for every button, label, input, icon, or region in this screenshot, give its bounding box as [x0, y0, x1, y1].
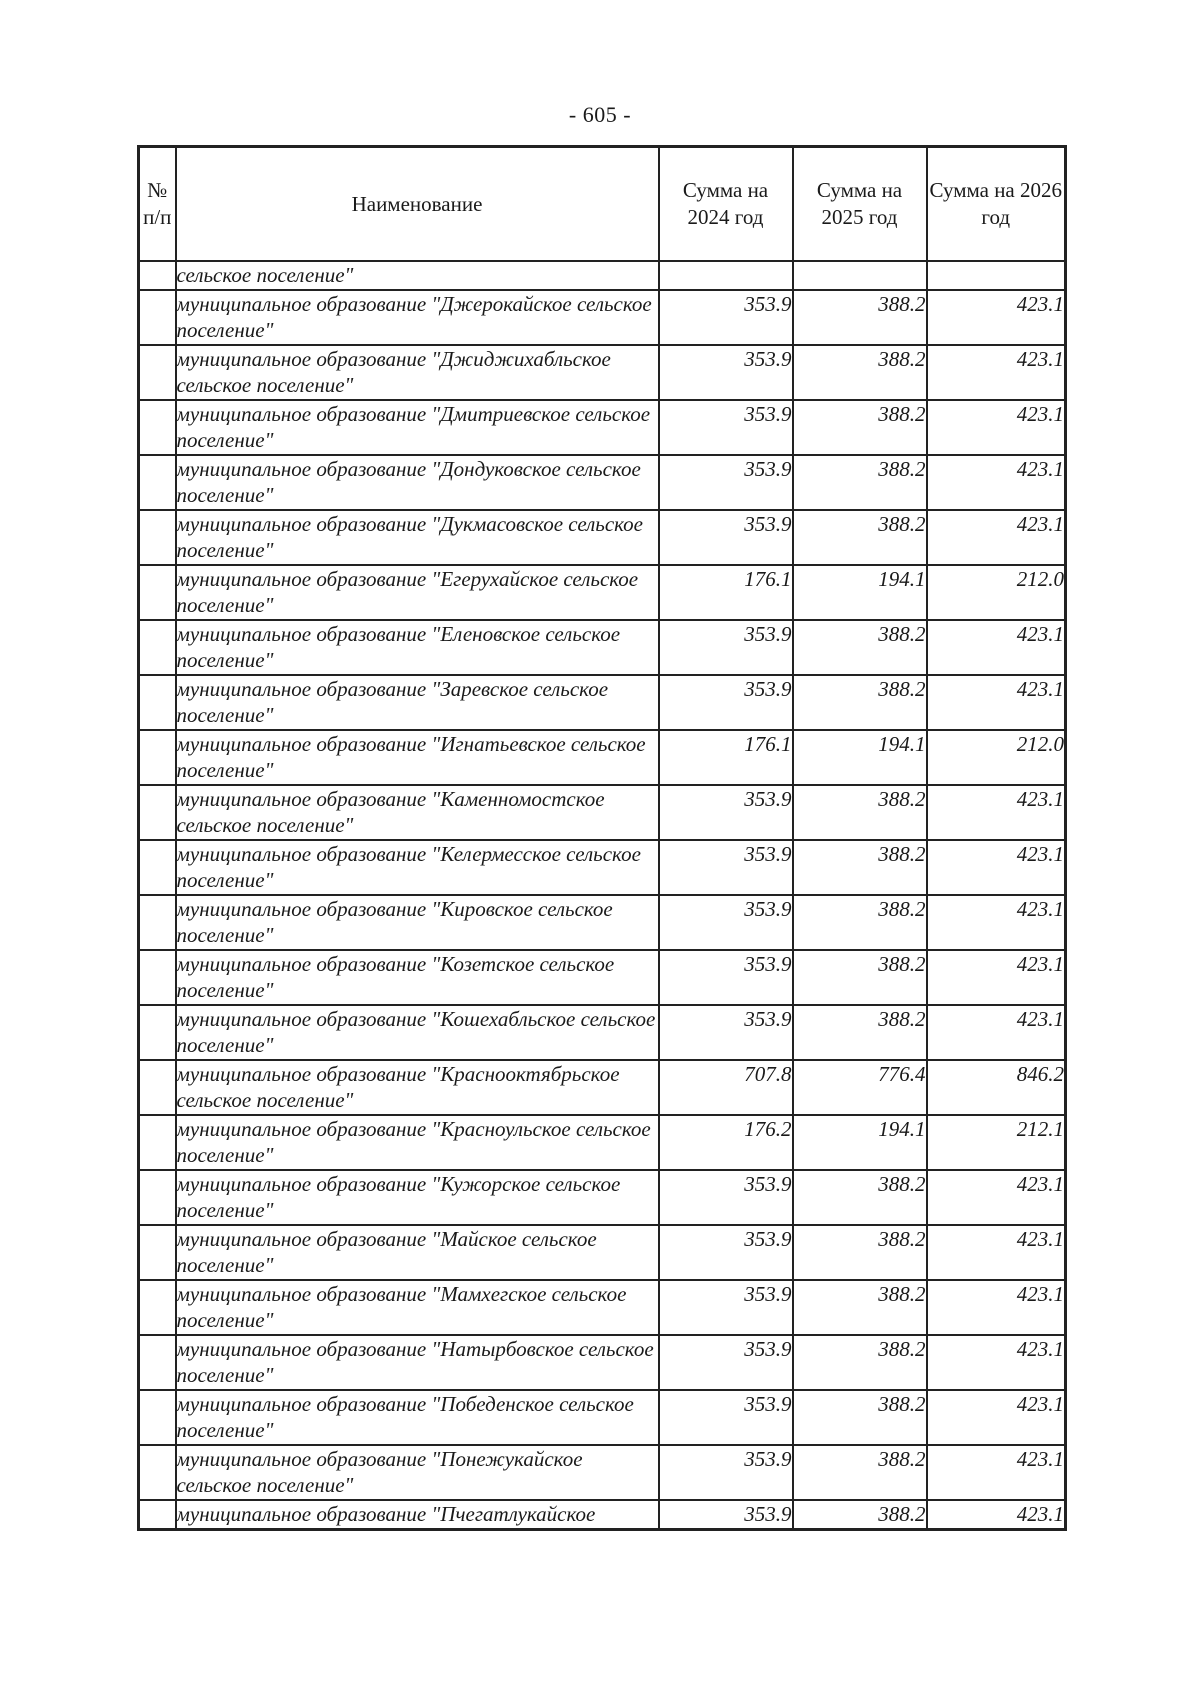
row-sum-2026-cell: 212.1 [927, 1115, 1066, 1170]
row-sum-2025-cell: 388.2 [793, 785, 927, 840]
row-sum-2025-cell: 388.2 [793, 840, 927, 895]
row-index-cell [139, 1445, 176, 1500]
row-sum-2024-cell: 353.9 [659, 1445, 793, 1500]
row-sum-2024-cell: 353.9 [659, 620, 793, 675]
row-name-cell: муниципальное образование "Пчегатлукайское [176, 1500, 659, 1530]
table-row [139, 840, 1066, 895]
row-sum-2026-cell: 423.1 [927, 345, 1066, 400]
row-name-cell: муниципальное образование "Келермесское сельское поселение" [176, 840, 659, 895]
row-sum-2024-cell: 353.9 [659, 510, 793, 565]
table-row [139, 1335, 1066, 1390]
row-name-cell: муниципальное образование "Егерухайское сельское поселение" [176, 565, 659, 620]
table-row [139, 510, 1066, 565]
table-row-continuation [139, 261, 1066, 290]
row-sum-2026-cell: 212.0 [927, 730, 1066, 785]
row-sum-2024-cell: 353.9 [659, 1390, 793, 1445]
row-sum-2025-cell [793, 261, 927, 290]
row-sum-2025-cell: 388.2 [793, 1170, 927, 1225]
header-sum-2025: Сумма на 2025 год [793, 147, 927, 262]
row-sum-2026-cell: 423.1 [927, 675, 1066, 730]
row-sum-2024-cell: 353.9 [659, 1005, 793, 1060]
row-sum-2025-cell: 388.2 [793, 290, 927, 345]
table-row [139, 1500, 1066, 1530]
row-sum-2024-cell [659, 261, 793, 290]
row-sum-2024-cell: 176.1 [659, 730, 793, 785]
table-row [139, 455, 1066, 510]
table-header [139, 147, 1066, 262]
table-row [139, 1445, 1066, 1500]
row-sum-2025-cell: 388.2 [793, 675, 927, 730]
header-number: № п/п [139, 147, 176, 262]
row-sum-2025-cell: 388.2 [793, 400, 927, 455]
row-sum-2025-cell: 388.2 [793, 1225, 927, 1280]
row-index-cell [139, 895, 176, 950]
row-index-cell [139, 840, 176, 895]
row-sum-2024-cell: 353.9 [659, 1170, 793, 1225]
row-sum-2024-cell: 353.9 [659, 840, 793, 895]
table-row [139, 895, 1066, 950]
table-row [139, 565, 1066, 620]
row-index-cell [139, 345, 176, 400]
row-sum-2026-cell: 423.1 [927, 1005, 1066, 1060]
row-sum-2026-cell [927, 261, 1066, 290]
row-index-cell [139, 1060, 176, 1115]
row-sum-2026-cell: 423.1 [927, 1335, 1066, 1390]
row-sum-2024-cell: 707.8 [659, 1060, 793, 1115]
row-sum-2026-cell: 423.1 [927, 785, 1066, 840]
table-row [139, 1060, 1066, 1115]
table-row [139, 785, 1066, 840]
row-name-cell: муниципальное образование "Джиджихабльское сельское поселение" [176, 345, 659, 400]
row-index-cell [139, 1390, 176, 1445]
row-sum-2024-cell: 353.9 [659, 950, 793, 1005]
row-index-cell [139, 1115, 176, 1170]
row-sum-2024-cell: 353.9 [659, 895, 793, 950]
row-sum-2024-cell: 353.9 [659, 1225, 793, 1280]
row-index-cell [139, 290, 176, 345]
row-sum-2025-cell: 388.2 [793, 455, 927, 510]
table-row [139, 345, 1066, 400]
row-sum-2025-cell: 194.1 [793, 565, 927, 620]
row-index-cell [139, 620, 176, 675]
row-name-cell: муниципальное образование "Каменномостское сельское поселение" [176, 785, 659, 840]
row-sum-2024-cell: 353.9 [659, 1280, 793, 1335]
table-row [139, 1115, 1066, 1170]
row-index-cell [139, 785, 176, 840]
row-index-cell [139, 261, 176, 290]
row-sum-2026-cell: 423.1 [927, 1225, 1066, 1280]
table-row [139, 1005, 1066, 1060]
row-name-cell: муниципальное образование "Майское сельское поселение" [176, 1225, 659, 1280]
row-sum-2024-cell: 353.9 [659, 345, 793, 400]
row-sum-2025-cell: 388.2 [793, 895, 927, 950]
row-sum-2025-cell: 776.4 [793, 1060, 927, 1115]
row-sum-2026-cell: 423.1 [927, 950, 1066, 1005]
row-sum-2026-cell: 423.1 [927, 1170, 1066, 1225]
table-row [139, 950, 1066, 1005]
table-row [139, 1170, 1066, 1225]
row-index-cell [139, 1280, 176, 1335]
row-name-cell: муниципальное образование "Дмитриевское сельское поселение" [176, 400, 659, 455]
table-row [139, 400, 1066, 455]
row-name-cell: муниципальное образование "Козетское сельское поселение" [176, 950, 659, 1005]
row-sum-2026-cell: 423.1 [927, 895, 1066, 950]
row-sum-2025-cell: 388.2 [793, 950, 927, 1005]
row-sum-2024-cell: 353.9 [659, 290, 793, 345]
row-name-cell: муниципальное образование "Понежукайское сельское поселение" [176, 1445, 659, 1500]
row-index-cell [139, 400, 176, 455]
table-row [139, 1280, 1066, 1335]
row-name-cell: муниципальное образование "Мамхегское сельское поселение" [176, 1280, 659, 1335]
row-sum-2026-cell: 212.0 [927, 565, 1066, 620]
row-sum-2024-cell: 176.1 [659, 565, 793, 620]
row-name-cell: муниципальное образование "Красноульское сельское поселение" [176, 1115, 659, 1170]
row-sum-2026-cell: 423.1 [927, 1500, 1066, 1530]
row-name-cell: муниципальное образование "Дондуковское сельское поселение" [176, 455, 659, 510]
row-name-cell: муниципальное образование "Кировское сельское поселение" [176, 895, 659, 950]
row-sum-2024-cell: 353.9 [659, 1500, 793, 1530]
row-sum-2026-cell: 846.2 [927, 1060, 1066, 1115]
row-sum-2026-cell: 423.1 [927, 455, 1066, 510]
budget-table [137, 145, 1067, 1531]
row-name-cell: муниципальное образование "Краснооктябрьское сельское поселение" [176, 1060, 659, 1115]
row-index-cell [139, 1005, 176, 1060]
row-name-cell: сельское поселение" [176, 261, 659, 290]
row-sum-2026-cell: 423.1 [927, 1280, 1066, 1335]
table-row [139, 1225, 1066, 1280]
row-name-cell: муниципальное образование "Победенское сельское поселение" [176, 1390, 659, 1445]
row-sum-2025-cell: 194.1 [793, 730, 927, 785]
row-index-cell [139, 1335, 176, 1390]
row-sum-2024-cell: 353.9 [659, 455, 793, 510]
table-row [139, 1390, 1066, 1445]
row-index-cell [139, 730, 176, 785]
row-sum-2025-cell: 388.2 [793, 1500, 927, 1530]
row-sum-2024-cell: 353.9 [659, 675, 793, 730]
row-index-cell [139, 950, 176, 1005]
table-row [139, 620, 1066, 675]
row-index-cell [139, 565, 176, 620]
table-row [139, 675, 1066, 730]
row-name-cell: муниципальное образование "Джерокайское сельское поселение" [176, 290, 659, 345]
row-sum-2026-cell: 423.1 [927, 400, 1066, 455]
row-sum-2026-cell: 423.1 [927, 1445, 1066, 1500]
row-index-cell [139, 510, 176, 565]
row-name-cell: муниципальное образование "Кошехабльское сельское поселение" [176, 1005, 659, 1060]
table-row [139, 290, 1066, 345]
row-index-cell [139, 675, 176, 730]
row-sum-2025-cell: 388.2 [793, 1280, 927, 1335]
table-body [139, 261, 1066, 1530]
row-sum-2026-cell: 423.1 [927, 1390, 1066, 1445]
row-sum-2024-cell: 353.9 [659, 1335, 793, 1390]
row-sum-2025-cell: 388.2 [793, 1445, 927, 1500]
row-sum-2026-cell: 423.1 [927, 620, 1066, 675]
row-sum-2024-cell: 353.9 [659, 785, 793, 840]
row-name-cell: муниципальное образование "Еленовское сельское поселение" [176, 620, 659, 675]
page-number: - 605 - [568, 102, 632, 127]
row-sum-2026-cell: 423.1 [927, 290, 1066, 345]
row-sum-2025-cell: 388.2 [793, 1005, 927, 1060]
row-sum-2025-cell: 388.2 [793, 620, 927, 675]
row-sum-2025-cell: 388.2 [793, 1390, 927, 1445]
table-row [139, 730, 1066, 785]
row-sum-2025-cell: 388.2 [793, 345, 927, 400]
row-sum-2024-cell: 176.2 [659, 1115, 793, 1170]
row-sum-2025-cell: 194.1 [793, 1115, 927, 1170]
row-index-cell [139, 1500, 176, 1530]
row-sum-2026-cell: 423.1 [927, 840, 1066, 895]
row-name-cell: муниципальное образование "Кужорское сельское поселение" [176, 1170, 659, 1225]
row-index-cell [139, 1170, 176, 1225]
row-sum-2025-cell: 388.2 [793, 510, 927, 565]
row-name-cell: муниципальное образование "Заревское сельское поселение" [176, 675, 659, 730]
row-name-cell: муниципальное образование "Дукмасовское сельское поселение" [176, 510, 659, 565]
header-name: Наименование [176, 147, 659, 262]
row-sum-2024-cell: 353.9 [659, 400, 793, 455]
header-sum-2026: Сумма на 2026 год [927, 147, 1066, 262]
row-sum-2025-cell: 388.2 [793, 1335, 927, 1390]
row-name-cell: муниципальное образование "Игнатьевское сельское поселение" [176, 730, 659, 785]
row-index-cell [139, 1225, 176, 1280]
row-index-cell [139, 455, 176, 510]
row-name-cell: муниципальное образование "Натырбовское сельское поселение" [176, 1335, 659, 1390]
header-sum-2024: Сумма на 2024 год [659, 147, 793, 262]
row-sum-2026-cell: 423.1 [927, 510, 1066, 565]
